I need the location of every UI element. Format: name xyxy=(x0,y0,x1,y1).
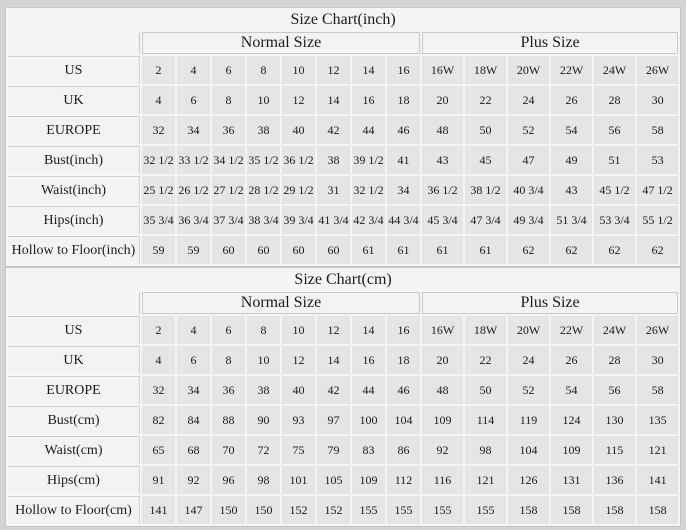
size-value-cell: 6 xyxy=(212,316,245,344)
row-label: Hollow to Floor(inch) xyxy=(8,236,140,264)
size-value-cell: 155 xyxy=(352,496,385,524)
size-value-cell: 28 1/2 xyxy=(247,176,280,204)
size-value-cell: 100 xyxy=(352,406,385,434)
size-value-cell: 53 3/4 xyxy=(594,206,635,234)
size-value-cell: 12 xyxy=(317,316,350,344)
size-value-cell: 8 xyxy=(212,346,245,374)
size-value-cell: 51 3/4 xyxy=(551,206,592,234)
size-value-cell: 62 xyxy=(594,236,635,264)
size-value-cell: 54 xyxy=(551,376,592,404)
size-value-cell: 38 xyxy=(247,376,280,404)
size-value-cell: 88 xyxy=(212,406,245,434)
size-value-cell: 62 xyxy=(637,236,678,264)
size-value-cell: 25 1/2 xyxy=(142,176,175,204)
size-value-cell: 47 1/2 xyxy=(637,176,678,204)
size-value-cell: 121 xyxy=(637,436,678,464)
table-row xyxy=(8,436,678,464)
table-title-row xyxy=(8,10,678,30)
size-value-cell: 40 3/4 xyxy=(508,176,549,204)
size-value-cell: 39 3/4 xyxy=(282,206,315,234)
size-value-cell: 152 xyxy=(317,496,350,524)
size-value-cell: 38 xyxy=(317,146,350,174)
size-value-cell: 39 1/2 xyxy=(352,146,385,174)
size-value-cell: 4 xyxy=(142,86,175,114)
size-value-cell: 33 1/2 xyxy=(177,146,210,174)
table-row xyxy=(8,496,678,524)
size-value-cell: 20 xyxy=(422,346,463,374)
size-value-cell: 92 xyxy=(422,436,463,464)
size-value-cell: 46 xyxy=(387,376,420,404)
size-value-cell: 26W xyxy=(637,316,678,344)
size-value-cell: 61 xyxy=(352,236,385,264)
size-value-cell: 62 xyxy=(551,236,592,264)
table-row xyxy=(8,86,678,114)
size-value-cell: 59 xyxy=(142,236,175,264)
size-value-cell: 32 xyxy=(142,116,175,144)
size-value-cell: 36 1/2 xyxy=(282,146,315,174)
size-value-cell: 28 xyxy=(594,346,635,374)
size-value-cell: 18 xyxy=(387,86,420,114)
size-value-cell: 44 xyxy=(352,116,385,144)
size-value-cell: 109 xyxy=(352,466,385,494)
size-value-cell: 36 xyxy=(212,376,245,404)
table-row xyxy=(8,236,678,264)
size-chart-cm-table xyxy=(5,267,681,527)
table-row xyxy=(8,116,678,144)
size-value-cell: 22W xyxy=(551,316,592,344)
size-value-cell: 10 xyxy=(282,56,315,84)
size-value-cell: 83 xyxy=(352,436,385,464)
size-value-cell: 60 xyxy=(282,236,315,264)
size-value-cell: 98 xyxy=(247,466,280,494)
size-value-cell: 32 1/2 xyxy=(352,176,385,204)
size-value-cell: 52 xyxy=(508,116,549,144)
group-header-row xyxy=(8,292,678,314)
size-value-cell: 48 xyxy=(422,376,463,404)
group-header-row xyxy=(8,32,678,54)
size-value-cell: 124 xyxy=(551,406,592,434)
size-value-cell: 18W xyxy=(465,316,506,344)
size-value-cell: 141 xyxy=(142,496,175,524)
size-value-cell: 24W xyxy=(594,56,635,84)
size-value-cell: 60 xyxy=(317,236,350,264)
size-value-cell: 155 xyxy=(465,496,506,524)
size-value-cell: 155 xyxy=(387,496,420,524)
size-value-cell: 136 xyxy=(594,466,635,494)
size-value-cell: 42 xyxy=(317,116,350,144)
size-value-cell: 40 xyxy=(282,376,315,404)
size-value-cell: 44 3/4 xyxy=(387,206,420,234)
size-value-cell: 30 xyxy=(637,346,678,374)
size-value-cell: 26 xyxy=(551,86,592,114)
row-label: Hips(cm) xyxy=(8,466,140,494)
size-value-cell: 48 xyxy=(422,116,463,144)
size-value-cell: 61 xyxy=(465,236,506,264)
size-value-cell: 45 xyxy=(465,146,506,174)
size-value-cell: 93 xyxy=(282,406,315,434)
size-value-cell: 72 xyxy=(247,436,280,464)
size-value-cell: 158 xyxy=(508,496,549,524)
row-label: Bust(cm) xyxy=(8,406,140,434)
row-label: Waist(inch) xyxy=(8,176,140,204)
table-row xyxy=(8,206,678,234)
size-value-cell: 116 xyxy=(422,466,463,494)
size-value-cell: 152 xyxy=(282,496,315,524)
size-value-cell: 31 xyxy=(317,176,350,204)
size-value-cell: 86 xyxy=(387,436,420,464)
table-title: Size Chart(inch) xyxy=(8,10,678,30)
size-value-cell: 36 1/2 xyxy=(422,176,463,204)
size-value-cell: 8 xyxy=(212,86,245,114)
size-value-cell: 51 xyxy=(594,146,635,174)
size-value-cell: 20W xyxy=(508,56,549,84)
size-value-cell: 18W xyxy=(465,56,506,84)
size-value-cell: 61 xyxy=(387,236,420,264)
size-value-cell: 45 1/2 xyxy=(594,176,635,204)
size-value-cell: 28 xyxy=(594,86,635,114)
table-row xyxy=(8,376,678,404)
size-value-cell: 42 3/4 xyxy=(352,206,385,234)
size-value-cell: 49 3/4 xyxy=(508,206,549,234)
size-value-cell: 26W xyxy=(637,56,678,84)
size-value-cell: 38 xyxy=(247,116,280,144)
size-value-cell: 65 xyxy=(142,436,175,464)
size-value-cell: 2 xyxy=(142,316,175,344)
size-value-cell: 38 3/4 xyxy=(247,206,280,234)
size-value-cell: 29 1/2 xyxy=(282,176,315,204)
row-label: Hollow to Floor(cm) xyxy=(8,496,140,524)
size-value-cell: 16W xyxy=(422,56,463,84)
size-value-cell: 22 xyxy=(465,86,506,114)
size-value-cell: 101 xyxy=(282,466,315,494)
table-title-row xyxy=(8,270,678,290)
size-value-cell: 62 xyxy=(508,236,549,264)
size-value-cell: 41 xyxy=(387,146,420,174)
size-value-cell: 30 xyxy=(637,86,678,114)
size-value-cell: 158 xyxy=(551,496,592,524)
size-value-cell: 44 xyxy=(352,376,385,404)
size-value-cell: 2 xyxy=(142,56,175,84)
group-header-plus-size: Plus Size xyxy=(422,32,678,54)
size-value-cell: 20 xyxy=(422,86,463,114)
size-value-cell: 58 xyxy=(637,116,678,144)
size-value-cell: 6 xyxy=(177,346,210,374)
size-value-cell: 126 xyxy=(508,466,549,494)
size-value-cell: 16 xyxy=(352,346,385,374)
size-value-cell: 14 xyxy=(317,86,350,114)
row-label: UK xyxy=(8,346,140,374)
size-value-cell: 58 xyxy=(637,376,678,404)
size-value-cell: 90 xyxy=(247,406,280,434)
table-row xyxy=(8,466,678,494)
size-value-cell: 16 xyxy=(352,86,385,114)
size-value-cell: 35 3/4 xyxy=(142,206,175,234)
size-value-cell: 32 1/2 xyxy=(142,146,175,174)
table-row xyxy=(8,316,678,344)
size-value-cell: 34 xyxy=(177,376,210,404)
row-label: US xyxy=(8,316,140,344)
size-value-cell: 109 xyxy=(551,436,592,464)
size-value-cell: 135 xyxy=(637,406,678,434)
size-value-cell: 47 3/4 xyxy=(465,206,506,234)
size-value-cell: 150 xyxy=(247,496,280,524)
size-value-cell: 24 xyxy=(508,346,549,374)
row-label: Bust(inch) xyxy=(8,146,140,174)
size-value-cell: 38 1/2 xyxy=(465,176,506,204)
size-value-cell: 10 xyxy=(247,346,280,374)
size-value-cell: 70 xyxy=(212,436,245,464)
size-value-cell: 24 xyxy=(508,86,549,114)
size-value-cell: 6 xyxy=(177,86,210,114)
size-value-cell: 24W xyxy=(594,316,635,344)
size-value-cell: 112 xyxy=(387,466,420,494)
corner-cell xyxy=(8,292,140,314)
group-header-normal-size: Normal Size xyxy=(142,32,420,54)
group-header-plus-size: Plus Size xyxy=(422,292,678,314)
size-value-cell: 16W xyxy=(422,316,463,344)
table-row xyxy=(8,346,678,374)
size-value-cell: 36 3/4 xyxy=(177,206,210,234)
size-value-cell: 141 xyxy=(637,466,678,494)
size-value-cell: 45 3/4 xyxy=(422,206,463,234)
size-value-cell: 34 xyxy=(387,176,420,204)
size-value-cell: 12 xyxy=(282,86,315,114)
size-value-cell: 16 xyxy=(387,56,420,84)
size-value-cell: 121 xyxy=(465,466,506,494)
size-value-cell: 42 xyxy=(317,376,350,404)
size-value-cell: 155 xyxy=(422,496,463,524)
row-label: EUROPE xyxy=(8,376,140,404)
size-value-cell: 43 xyxy=(551,176,592,204)
size-value-cell: 82 xyxy=(142,406,175,434)
size-value-cell: 131 xyxy=(551,466,592,494)
size-value-cell: 105 xyxy=(317,466,350,494)
size-value-cell: 26 1/2 xyxy=(177,176,210,204)
table-row xyxy=(8,56,678,84)
size-value-cell: 114 xyxy=(465,406,506,434)
size-value-cell: 14 xyxy=(352,56,385,84)
size-value-cell: 12 xyxy=(282,346,315,374)
size-value-cell: 41 3/4 xyxy=(317,206,350,234)
size-value-cell: 26 xyxy=(551,346,592,374)
row-label: UK xyxy=(8,86,140,114)
size-value-cell: 43 xyxy=(422,146,463,174)
size-value-cell: 8 xyxy=(247,56,280,84)
row-label: Hips(inch) xyxy=(8,206,140,234)
size-value-cell: 6 xyxy=(212,56,245,84)
size-value-cell: 150 xyxy=(212,496,245,524)
size-value-cell: 109 xyxy=(422,406,463,434)
size-value-cell: 59 xyxy=(177,236,210,264)
size-value-cell: 61 xyxy=(422,236,463,264)
size-value-cell: 10 xyxy=(247,86,280,114)
size-value-cell: 36 xyxy=(212,116,245,144)
size-value-cell: 92 xyxy=(177,466,210,494)
size-value-cell: 12 xyxy=(317,56,350,84)
table-title: Size Chart(cm) xyxy=(8,270,678,290)
size-value-cell: 40 xyxy=(282,116,315,144)
size-value-cell: 68 xyxy=(177,436,210,464)
table-row xyxy=(8,146,678,174)
size-value-cell: 158 xyxy=(594,496,635,524)
size-value-cell: 14 xyxy=(317,346,350,374)
size-value-cell: 96 xyxy=(212,466,245,494)
row-label: Waist(cm) xyxy=(8,436,140,464)
row-label: EUROPE xyxy=(8,116,140,144)
size-value-cell: 35 1/2 xyxy=(247,146,280,174)
size-value-cell: 20W xyxy=(508,316,549,344)
size-value-cell: 75 xyxy=(282,436,315,464)
size-value-cell: 47 xyxy=(508,146,549,174)
size-value-cell: 18 xyxy=(387,346,420,374)
size-value-cell: 4 xyxy=(142,346,175,374)
size-value-cell: 115 xyxy=(594,436,635,464)
size-value-cell: 147 xyxy=(177,496,210,524)
size-value-cell: 22W xyxy=(551,56,592,84)
size-value-cell: 53 xyxy=(637,146,678,174)
size-value-cell: 8 xyxy=(247,316,280,344)
size-value-cell: 32 xyxy=(142,376,175,404)
size-value-cell: 22 xyxy=(465,346,506,374)
size-value-cell: 27 1/2 xyxy=(212,176,245,204)
size-value-cell: 52 xyxy=(508,376,549,404)
size-value-cell: 97 xyxy=(317,406,350,434)
size-value-cell: 91 xyxy=(142,466,175,494)
size-value-cell: 46 xyxy=(387,116,420,144)
size-value-cell: 54 xyxy=(551,116,592,144)
size-value-cell: 56 xyxy=(594,376,635,404)
size-value-cell: 60 xyxy=(247,236,280,264)
corner-cell xyxy=(8,32,140,54)
size-value-cell: 98 xyxy=(465,436,506,464)
size-value-cell: 10 xyxy=(282,316,315,344)
size-value-cell: 60 xyxy=(212,236,245,264)
size-value-cell: 104 xyxy=(387,406,420,434)
size-value-cell: 50 xyxy=(465,116,506,144)
row-label: US xyxy=(8,56,140,84)
size-value-cell: 130 xyxy=(594,406,635,434)
size-value-cell: 104 xyxy=(508,436,549,464)
size-value-cell: 158 xyxy=(637,496,678,524)
size-value-cell: 14 xyxy=(352,316,385,344)
table-row xyxy=(8,176,678,204)
size-value-cell: 4 xyxy=(177,316,210,344)
size-chart-inch-table xyxy=(5,7,681,267)
size-value-cell: 50 xyxy=(465,376,506,404)
group-header-normal-size: Normal Size xyxy=(142,292,420,314)
size-value-cell: 49 xyxy=(551,146,592,174)
size-value-cell: 4 xyxy=(177,56,210,84)
table-row xyxy=(8,406,678,434)
size-value-cell: 84 xyxy=(177,406,210,434)
size-value-cell: 16 xyxy=(387,316,420,344)
size-value-cell: 34 xyxy=(177,116,210,144)
size-value-cell: 56 xyxy=(594,116,635,144)
size-value-cell: 34 1/2 xyxy=(212,146,245,174)
size-value-cell: 55 1/2 xyxy=(637,206,678,234)
size-value-cell: 119 xyxy=(508,406,549,434)
size-value-cell: 79 xyxy=(317,436,350,464)
size-value-cell: 37 3/4 xyxy=(212,206,245,234)
